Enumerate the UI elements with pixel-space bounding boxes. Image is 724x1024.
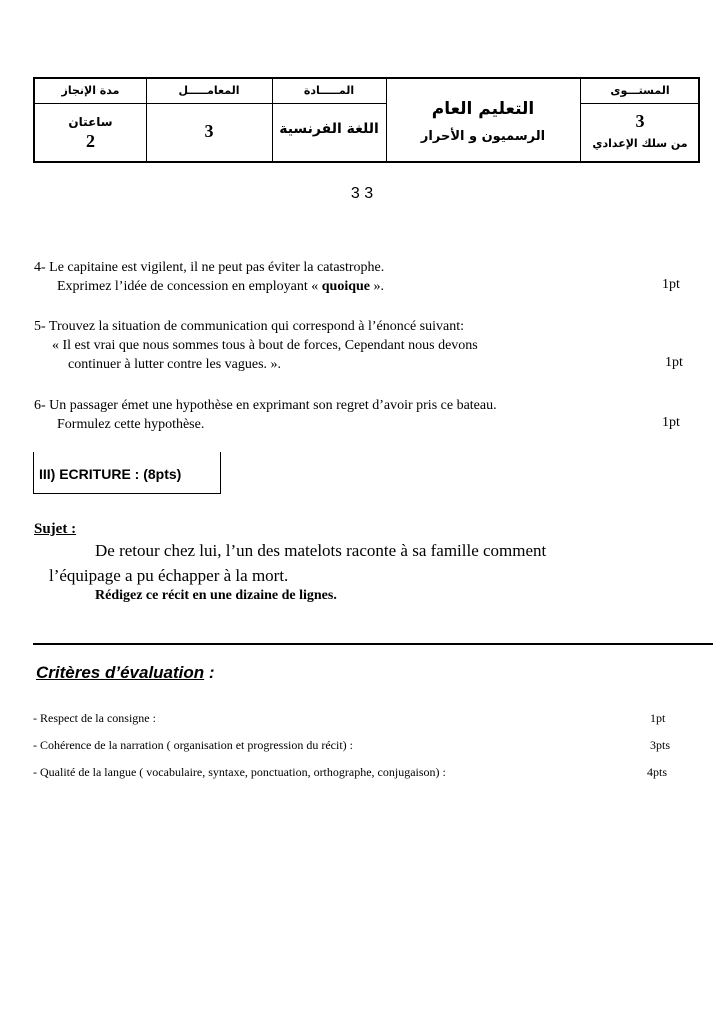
sujet-line2: l’équipage a pu échapper à la mort. (49, 566, 289, 585)
track-title: التعليم العام (431, 99, 535, 119)
level-subtitle: من سلك الإعدادي (592, 137, 688, 150)
sujet-line1: De retour chez lui, l’un des matelots raconte à sa famille comment (95, 541, 547, 560)
question-6-line1: 6- Un passager émet une hypothèse en exprimant son regret d’avoir pris ce bateau. (34, 398, 497, 413)
criteria-item: - Respect de la consigne : (33, 711, 156, 725)
table-divider (580, 103, 700, 104)
criteria-item-points: 3pts (650, 738, 671, 752)
exam-header-table (33, 77, 700, 163)
horizontal-divider (33, 643, 713, 645)
criteria-item: - Cohérence de la narration ( organisation et progression du récit) : (33, 738, 353, 752)
subject-label: المـــــادة (303, 84, 355, 97)
level-label: المستـــوى (610, 84, 670, 97)
sujet-instruction: Rédigez ce récit en une dizaine de lignes. (95, 588, 337, 603)
track-subtitle: الرسميون و الأحرار (420, 129, 546, 144)
page-number: 3 3 (350, 185, 374, 202)
criteria-title: Critères d’évaluation : (36, 663, 215, 682)
question-5-line1: 5- Trouvez la situation de communication qui correspond à l’énoncé suivant: (34, 319, 465, 334)
duration-text: ساعتان (68, 115, 113, 129)
coefficient-value: 3 (204, 121, 214, 141)
question-5-points: 1pt (665, 355, 683, 370)
table-divider (35, 103, 386, 104)
duration-label: مدة الإنجاز (61, 84, 120, 97)
table-divider (386, 79, 387, 161)
question-5-quote-line1: « Il est vrai que nous sommes tous à bout de forces, Cependant nous devons (52, 338, 478, 353)
criteria-item: - Qualité de la langue ( vocabulaire, syntaxe, ponctuation, orthographe, conjugaison) : (33, 765, 446, 779)
coefficient-label: المعامـــــل (178, 84, 240, 97)
question-5-quote-line2: continuer à lutter contre les vagues. ». (68, 357, 282, 372)
criteria-item-points: 4pts (647, 765, 668, 779)
question-6-points: 1pt (662, 415, 680, 430)
criteria-item-points: 1pt (650, 711, 666, 725)
level-value: 3 (635, 111, 645, 131)
subject-value: اللغة الفرنسية (279, 121, 379, 137)
question-4-line2: Exprimez l’idée de concession en employant « quoique ». (57, 279, 384, 294)
question-4-line1: 4- Le capitaine est vigilent, il ne peut pas éviter la catastrophe. (34, 260, 385, 275)
question-4-points: 1pt (662, 277, 680, 292)
sujet-label: Sujet : (34, 521, 77, 537)
question-6-line2: Formulez cette hypothèse. (57, 417, 205, 432)
section-title: III) ECRITURE : (8pts) (39, 466, 182, 482)
duration-value: 2 (86, 131, 95, 151)
